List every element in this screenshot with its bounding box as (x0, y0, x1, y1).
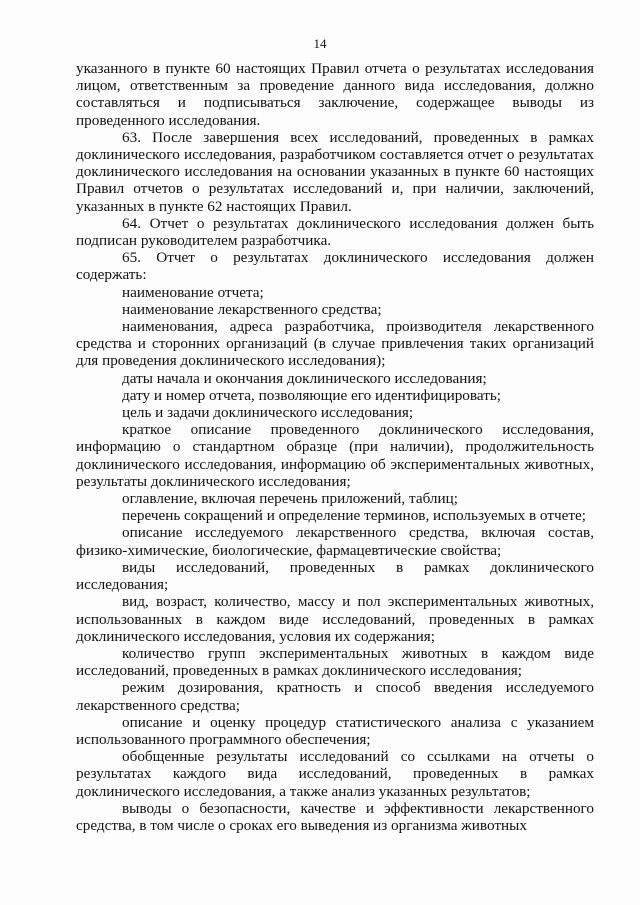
document-body (76, 60, 594, 834)
list-item: наименование отчета; (122, 283, 264, 301)
list-item: даты начала и окончания доклинического исследования; (122, 369, 487, 387)
list-item: наименование лекарственного средства; (122, 300, 382, 318)
list-item: режим дозирования, кратность и способ введения исследуемого лекарственного средства; (76, 679, 594, 714)
list-item: оглавление, включая перечень приложений, таблиц; (122, 490, 458, 508)
list-item: вид, возраст, количество, массу и пол экспериментальных животных, использованных в каждом виде исследований, проведенных в рамках доклинического исследования, условия их содержания; (76, 593, 594, 645)
list-item: краткое описание проведенного доклинического исследования, информацию о стандартном образце (при наличии), продолжительность доклинического исследования, информацию об экспериментальных животных, результаты доклинического исследования; (76, 421, 594, 490)
list-item: обобщенные результаты исследований со ссылками на отчеты о результатах каждого вида исследований, проведенных в рамках доклинического исследования, а также анализ указанных результатов; (76, 748, 594, 800)
paragraph: указанного в пункте 60 настоящих Правил отчета о результатах исследования лицом, ответственным за проведение данного вида исследования, должно составляться и подписываться заключение, содержащее выводы из проведенного исследования. (76, 60, 594, 129)
list-item: выводы о безопасности, качестве и эффективности лекарственного средства, в том числе о сроках его выведения из организма животных (76, 799, 594, 834)
list-item: цель и задачи доклинического исследования; (122, 404, 414, 422)
list-item: наименования, адреса разработчика, производителя лекарственного средства и сторонних организаций (в случае привлечения таких организаций для проведения доклинического исследования); (76, 318, 594, 370)
paragraph-item-63: 63. После завершения всех исследований, проведенных в рамках доклинического исследования, разработчиком составляется отчет о результатах доклинического исследования на основании указанных в пункте 60 настоящих Правил отчетов о результатах исследований и, при наличии, заключений, указанных в пункте 62 настоящих Правил. (76, 128, 594, 215)
list-item: перечень сокращений и определение терминов, используемых в отчете; (122, 507, 586, 525)
page-number: 14 (313, 36, 327, 51)
list-item: описание исследуемого лекарственного средства, включая состав, физико-химические, биологические, фармацевтические свойства; (76, 524, 594, 559)
paragraph-item-65: 65. Отчет о результатах доклинического исследования должен содержать: (76, 249, 594, 284)
list-item: виды исследований, проведенных в рамках доклинического исследования; (76, 558, 594, 594)
list-item: количество групп экспериментальных животных в каждом виде исследований, проведенных в рамках доклинического исследования; (76, 644, 594, 680)
list-item: описание и оценку процедур статистического анализа с указанием использованного программного обеспечения; (76, 713, 594, 748)
paragraph-item-64: 64. Отчет о результатах доклинического исследования должен быть подписан руководителем разработчика. (76, 214, 594, 250)
list-item: дату и номер отчета, позволяющие его идентифицировать; (122, 386, 502, 404)
